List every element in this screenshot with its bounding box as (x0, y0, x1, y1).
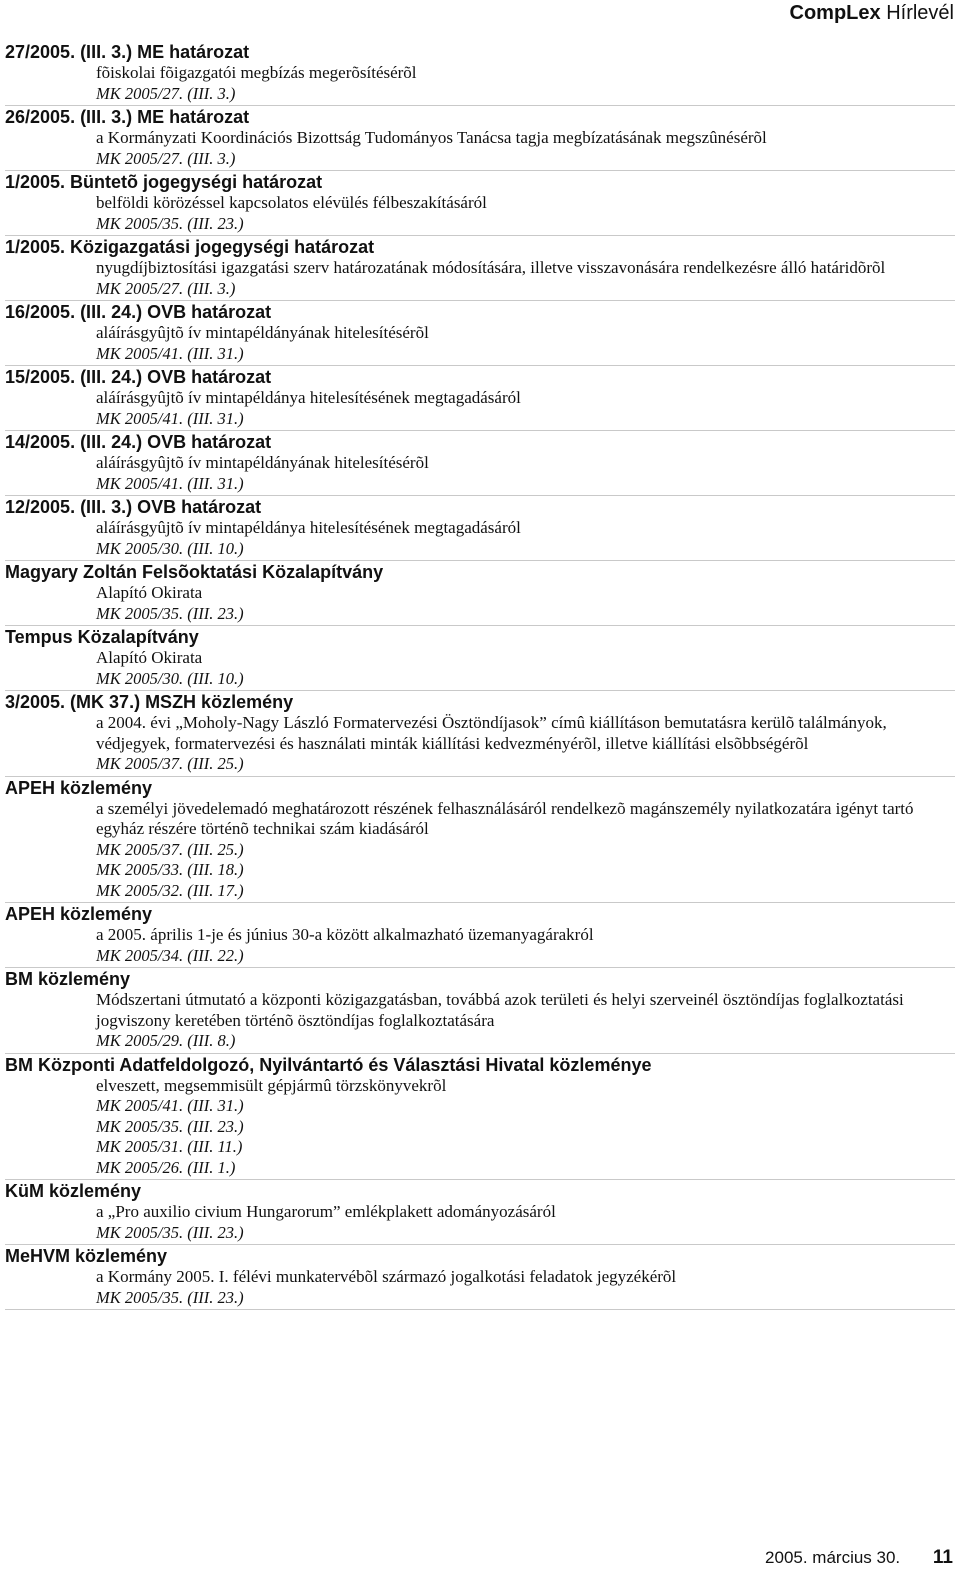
entry-reference: MK 2005/37. (III. 25.) (96, 839, 244, 859)
entry-title: 14/2005. (III. 24.) OVB határozat (5, 432, 272, 452)
entry-description: a 2004. évi „Moholy-Nagy László Formatervezési Ösztöndíjasok” címû kiállításon bemutatásra kerülõ találmányok, védjegyek, formatervezési és használati minták kiállítási kedvezményérõl, illetve kiállítási elsõbbségérõl (96, 713, 887, 753)
entry-description: aláírásgyûjtõ ív mintapéldányának hitelesítésérõl (96, 323, 429, 342)
list-item (5, 367, 955, 431)
list-item (5, 302, 955, 366)
entry-description: a személyi jövedelemadó meghatározott részének felhasználásáról rendelkezõ magánszemély nyilatkozatára igényt tartó egyház részére történõ technikai szám kiadásáról (96, 798, 914, 838)
entry-title: 12/2005. (III. 3.) OVB határozat (5, 497, 262, 517)
entry-reference: MK 2005/26. (III. 1.) (96, 1157, 236, 1177)
entry-title: 1/2005. Közigazgatási jogegységi határozat (5, 237, 375, 257)
entry-description: aláírásgyûjtõ ív mintapéldánya hitelesítésének megtagadásáról (96, 388, 521, 407)
entry-reference: MK 2005/41. (III. 31.) (96, 408, 244, 428)
entry-description: Módszertani útmutató a központi közigazgatásban, továbbá azok területi és helyi szerveinél ösztöndíjas foglalkoztatási jogviszony keretében történõ ösztöndíjas foglalkoztatására (96, 990, 904, 1030)
entry-description: Alapító Okirata (96, 648, 203, 667)
entry-reference: MK 2005/35. (III. 23.) (96, 1116, 244, 1136)
entry-reference: MK 2005/30. (III. 10.) (96, 668, 244, 688)
entry-description: elveszett, megsemmisült gépjármû törzskönyvekrõl (96, 1075, 447, 1095)
entry-title: Magyary Zoltán Felsõoktatási Közalapítvány (5, 562, 384, 582)
list-item (5, 1055, 955, 1181)
entry-reference: MK 2005/41. (III. 31.) (96, 1096, 244, 1115)
entry-reference: MK 2005/35. (III. 23.) (96, 213, 244, 233)
entry-description: belföldi körözéssel kapcsolatos elévülés félbeszakításáról (96, 193, 487, 212)
list-item (5, 497, 955, 561)
header-publication: Hírlevél (886, 2, 954, 24)
entry-reference: MK 2005/29. (III. 8.) (96, 1031, 236, 1050)
entry-reference: MK 2005/27. (III. 3.) (96, 83, 236, 103)
entry-title: KüM közlemény (5, 1181, 142, 1201)
entry-title: 1/2005. Büntetõ jogegységi határozat (5, 172, 323, 192)
entry-title: Tempus Közalapítvány (5, 627, 199, 647)
list-item (5, 42, 955, 106)
entry-title: 16/2005. (III. 24.) OVB határozat (5, 302, 272, 322)
newsletter-header (790, 0, 954, 26)
entry-reference: MK 2005/27. (III. 3.) (96, 278, 236, 298)
entry-reference: MK 2005/33. (III. 18.) (96, 860, 244, 879)
entry-reference: MK 2005/35. (III. 23.) (96, 1287, 244, 1307)
entry-title: MeHVM közlemény (5, 1246, 168, 1266)
entry-title: 15/2005. (III. 24.) OVB határozat (5, 367, 272, 387)
entry-reference: MK 2005/30. (III. 10.) (96, 538, 244, 558)
entry-reference: MK 2005/37. (III. 25.) (96, 754, 244, 773)
page-number: 11 (932, 1547, 953, 1568)
entry-reference: MK 2005/32. (III. 17.) (96, 880, 244, 900)
entry-description: nyugdíjbiztosítási igazgatási szerv határozatának módosítására, illetve visszavonására rendelkezésre álló határidõrõl (96, 258, 886, 277)
entry-title: BM Központi Adatfeldolgozó, Nyilvántartó és Választási Hivatal közleménye (5, 1054, 652, 1075)
list-item (5, 778, 955, 904)
entry-reference: MK 2005/31. (III. 11.) (96, 1137, 243, 1156)
list-item (5, 432, 955, 496)
list-item (5, 627, 955, 691)
entry-title: 3/2005. (MK 37.) MSZH közlemény (5, 692, 294, 712)
list-item (5, 1246, 955, 1310)
list-item (5, 237, 955, 301)
header-brand: CompLex (789, 2, 881, 24)
entry-reference: MK 2005/41. (III. 31.) (96, 473, 244, 493)
entry-description: aláírásgyûjtõ ív mintapéldányának hitelesítésérõl (96, 453, 429, 472)
list-item (5, 172, 955, 236)
entry-title: 26/2005. (III. 3.) ME határozat (5, 107, 250, 127)
entry-title: BM közlemény (5, 969, 131, 989)
entry-description: Alapító Okirata (96, 583, 203, 602)
footer-date: 2005. március 30. (765, 1548, 901, 1567)
entry-description: a 2005. április 1-je és június 30-a között alkalmazható üzemanyagárakról (96, 925, 594, 944)
entry-description: a Kormányzati Koordinációs Bizottság Tudományos Tanácsa tagja megbízatásának megszûnésérõl (96, 128, 767, 147)
entry-description: fõiskolai fõigazgatói megbízás megerõsítésérõl (96, 63, 417, 82)
entry-description: a „Pro auxilio civium Hungarorum” emlékplakett adományozásáról (96, 1202, 556, 1221)
entry-title: APEH közlemény (5, 777, 153, 798)
entry-description: aláírásgyûjtõ ív mintapéldánya hitelesítésének megtagadásáról (96, 518, 521, 537)
entry-list (5, 42, 955, 1311)
entry-reference: MK 2005/35. (III. 23.) (96, 1222, 244, 1242)
entry-reference: MK 2005/34. (III. 22.) (96, 945, 244, 965)
entry-title: APEH közlemény (5, 904, 153, 924)
list-item (5, 969, 955, 1054)
page-footer (765, 1548, 953, 1568)
entry-title: 27/2005. (III. 3.) ME határozat (5, 42, 250, 62)
list-item (5, 904, 955, 968)
list-item (5, 692, 955, 777)
list-item (5, 107, 955, 171)
entry-reference: MK 2005/41. (III. 31.) (96, 343, 244, 363)
entry-reference: MK 2005/27. (III. 3.) (96, 148, 236, 168)
entry-reference: MK 2005/35. (III. 23.) (96, 603, 244, 623)
list-item (5, 1181, 955, 1245)
list-item (5, 562, 955, 626)
entry-description: a Kormány 2005. I. félévi munkatervébõl származó jogalkotási feladatok jegyzékérõl (96, 1267, 677, 1286)
